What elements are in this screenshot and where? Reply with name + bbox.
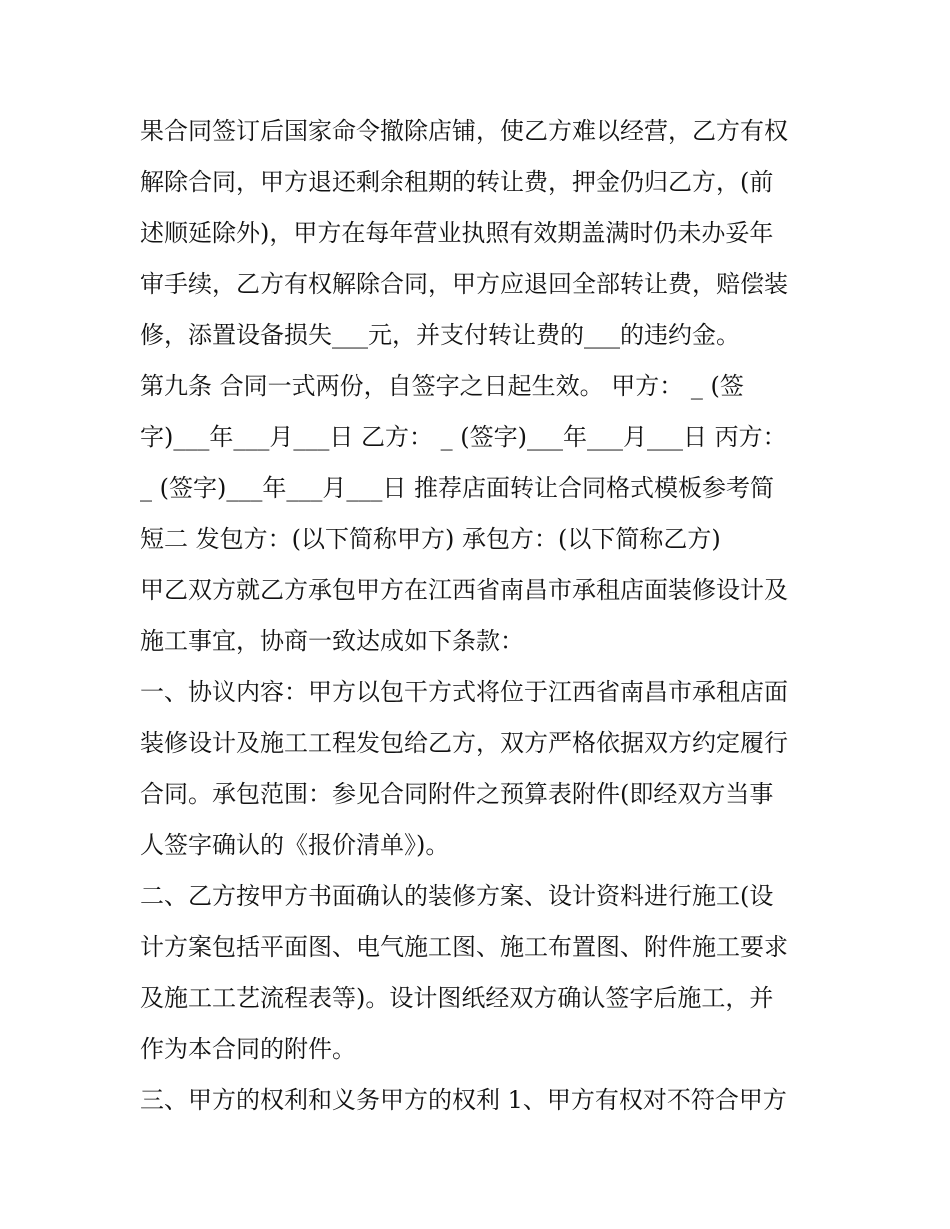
text-line-3: 述顺延除外)，甲方在每年营业执照有效期盖满时仍未办妥年: [140, 219, 774, 247]
contract-text: [140, 106, 820, 1126]
text-line-12: 一、协议内容：甲方以包干方式将位于江西省南昌市承租店面: [140, 678, 788, 706]
text-line-4: 审手续，乙方有权解除合同，甲方应退回全部转让费，赔偿装: [140, 270, 788, 298]
text-line-17: 计方案包括平面图、电气施工图、施工布置图、附件施工要求: [140, 933, 788, 961]
text-line-7: 字)___年___月___日 乙方： _ (签字)___年___月___日 丙方：: [140, 423, 787, 451]
text-line-20: 三、甲方的权利和义务甲方的权利 1、甲方有权对不符合甲方: [140, 1086, 787, 1114]
text-line-14: 合同。承包范围：参见合同附件之预算表附件(即经双方当事: [140, 780, 774, 808]
text-line-19: 作为本合同的附件。: [140, 1035, 356, 1063]
text-line-10: 甲乙双方就乙方承包甲方在江西省南昌市承租店面装修设计及: [140, 576, 788, 604]
text-line-1: 果合同签订后国家命令撤除店铺，使乙方难以经营，乙方有权: [140, 117, 788, 145]
text-line-8: _ (签字)___年___月___日 推荐店面转让合同格式模板参考简: [140, 474, 774, 502]
text-line-2: 解除合同，甲方退还剩余租期的转让费，押金仍归乙方，(前: [140, 168, 774, 196]
text-line-11: 施工事宜，协商一致达成如下条款：: [140, 627, 524, 655]
text-line-16: 二、乙方按甲方书面确认的装修方案、设计资料进行施工(设: [140, 882, 774, 910]
text-line-13: 装修设计及施工工程发包给乙方，双方严格依据双方约定履行: [140, 729, 788, 757]
text-line-6: 第九条 合同一式两份，自签字之日起生效。 甲方： _ (签: [140, 372, 744, 400]
text-line-15: 人签字确认的《报价清单》)。: [140, 831, 450, 859]
text-line-18: 及施工工艺流程表等)。设计图纸经双方确认签字后施工，并: [140, 984, 774, 1012]
text-line-5: 修，添置设备损失___元，并支付转让费的___的违约金。: [140, 321, 740, 349]
text-line-9: 短二 发包方：(以下简称甲方) 承包方：(以下简称乙方): [140, 525, 721, 553]
